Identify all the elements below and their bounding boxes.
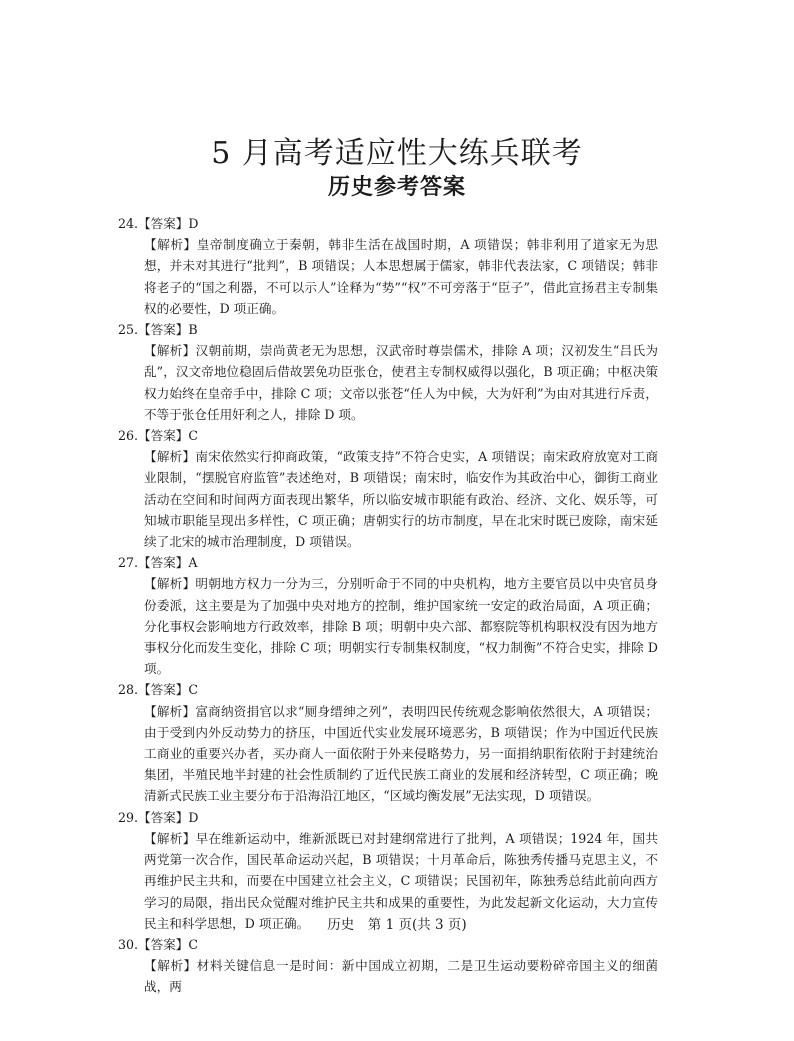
analysis-paragraph: 【解析】早在维新运动中，维新派既已对封建纲常进行了批判，A 项错误；1924 年，国共两党第一次合作，国民革命运动兴起，B 项错误；十月革命后，陈独秀传播马克思主义，不再维护民主共和，而要在中国建立社会主义，C 项错误；民国初年，陈独秀总结此前向西方学习的局限，指出民众觉醒对维护民主共和成果的重要性，为此发起新文化运动，大力宣传民主和科学思想，D 项正确。	[144, 830, 658, 931]
question-block	[118, 552, 658, 679]
question-block	[118, 213, 658, 319]
page-footer: 历史 第 1 页(共 3 页)	[327, 917, 467, 933]
question-block	[118, 679, 658, 806]
analysis-paragraph: 【解析】南宋依然实行抑商政策，“政策支持”不符合史实，A 项错误；南宋政府放宽对工商业限制，“摆脱官府监管”表述绝对，B 项错误；南宋时，临安作为其政治中心，御街工商业活动在空间和时间两方面表现出繁华，所以临安城市职能有政治、经济、文化、娱乐等，可知城市职能呈现出多样性，C 项正确；唐朝实行的坊市制度，早在北宋时既已废除，南宋延续了北宋的城市治理制度，D 项错误。	[144, 449, 658, 550]
question-block	[118, 425, 658, 552]
answer-line: 27.【答案】A	[118, 555, 198, 571]
question-block	[118, 319, 658, 425]
answer-line: 25.【答案】B	[118, 322, 198, 338]
answer-line: 26.【答案】C	[118, 428, 199, 444]
analysis-paragraph: 【解析】明朝地方权力一分为三，分别听命于不同的中央机构，地方主要官员以中央官员身份委派，这主要是为了加强中央对地方的控制，维护国家统一安定的政治局面，A 项正确；分化事权会影响地方行政效率，排除 B 项；明朝中央六部、都察院等机构职权没有因为地方事权分化而发生变化，排除 C 项；明朝实行专制集权制度，“权力制衡”不符合史实，排除 D 项。	[144, 576, 658, 677]
answer-list	[118, 213, 658, 998]
page-subtitle: 历史参考答案	[327, 174, 466, 200]
question-block	[118, 934, 658, 998]
analysis-paragraph: 【解析】皇帝制度确立于秦朝，韩非生活在战国时期，A 项错误；韩非利用了道家无为思想，并未对其进行“批判”，B 项错误；人本思想属于儒家，韩非代表法家，C 项错误；韩非将老子的“国之利器，不可以示人”诠释为“势”“权”不可旁落于“臣子”，借此宣扬君主专制集权的必要性，D 项正确。	[144, 237, 658, 316]
answer-line: 30.【答案】C	[118, 936, 199, 952]
analysis-paragraph: 【解析】汉朝前期，崇尚黄老无为思想，汉武帝时尊崇儒术，排除 A 项；汉初发生“吕氏为乱”，汉文帝地位稳固后借故罢免功臣张仓，使君主专制权威得以强化，B 项正确；中枢决策权力始终在皇帝手中，排除 C 项；文帝以张苍“任人为中候，大为奸利”为由对其进行斥责，不等于张仓任用奸利之人，排除 D 项。	[144, 343, 658, 422]
answer-line: 29.【答案】D	[118, 809, 199, 825]
analysis-paragraph: 【解析】富商纳资捐官以求“厕身缙绅之列”，表明四民传统观念影响依然很大，A 项错误；由于受到内外反动势力的挤压，中国近代实业发展环境恶劣，B 项错误；作为中国近代民族工商业的重要兴办者，买办商人一面依附于外来侵略势力，另一面捐纳职衔依附于封建统治集团，半殖民地半封建的社会性质制约了近代民族工商业的发展和经济转型，C 项正确；晚清新式民族工业主要分布于沿海沿江地区，“区域均衡发展”无法实现，D 项错误。	[144, 703, 658, 804]
answer-line: 28.【答案】C	[118, 682, 199, 698]
page-title: 5 月高考适应性大练兵联考	[211, 136, 583, 171]
analysis-paragraph: 【解析】材料关键信息一是时间：新中国成立初期，二是卫生运动要粉碎帝国主义的细菌战，两	[144, 958, 658, 995]
answer-line: 24.【答案】D	[118, 216, 199, 231]
